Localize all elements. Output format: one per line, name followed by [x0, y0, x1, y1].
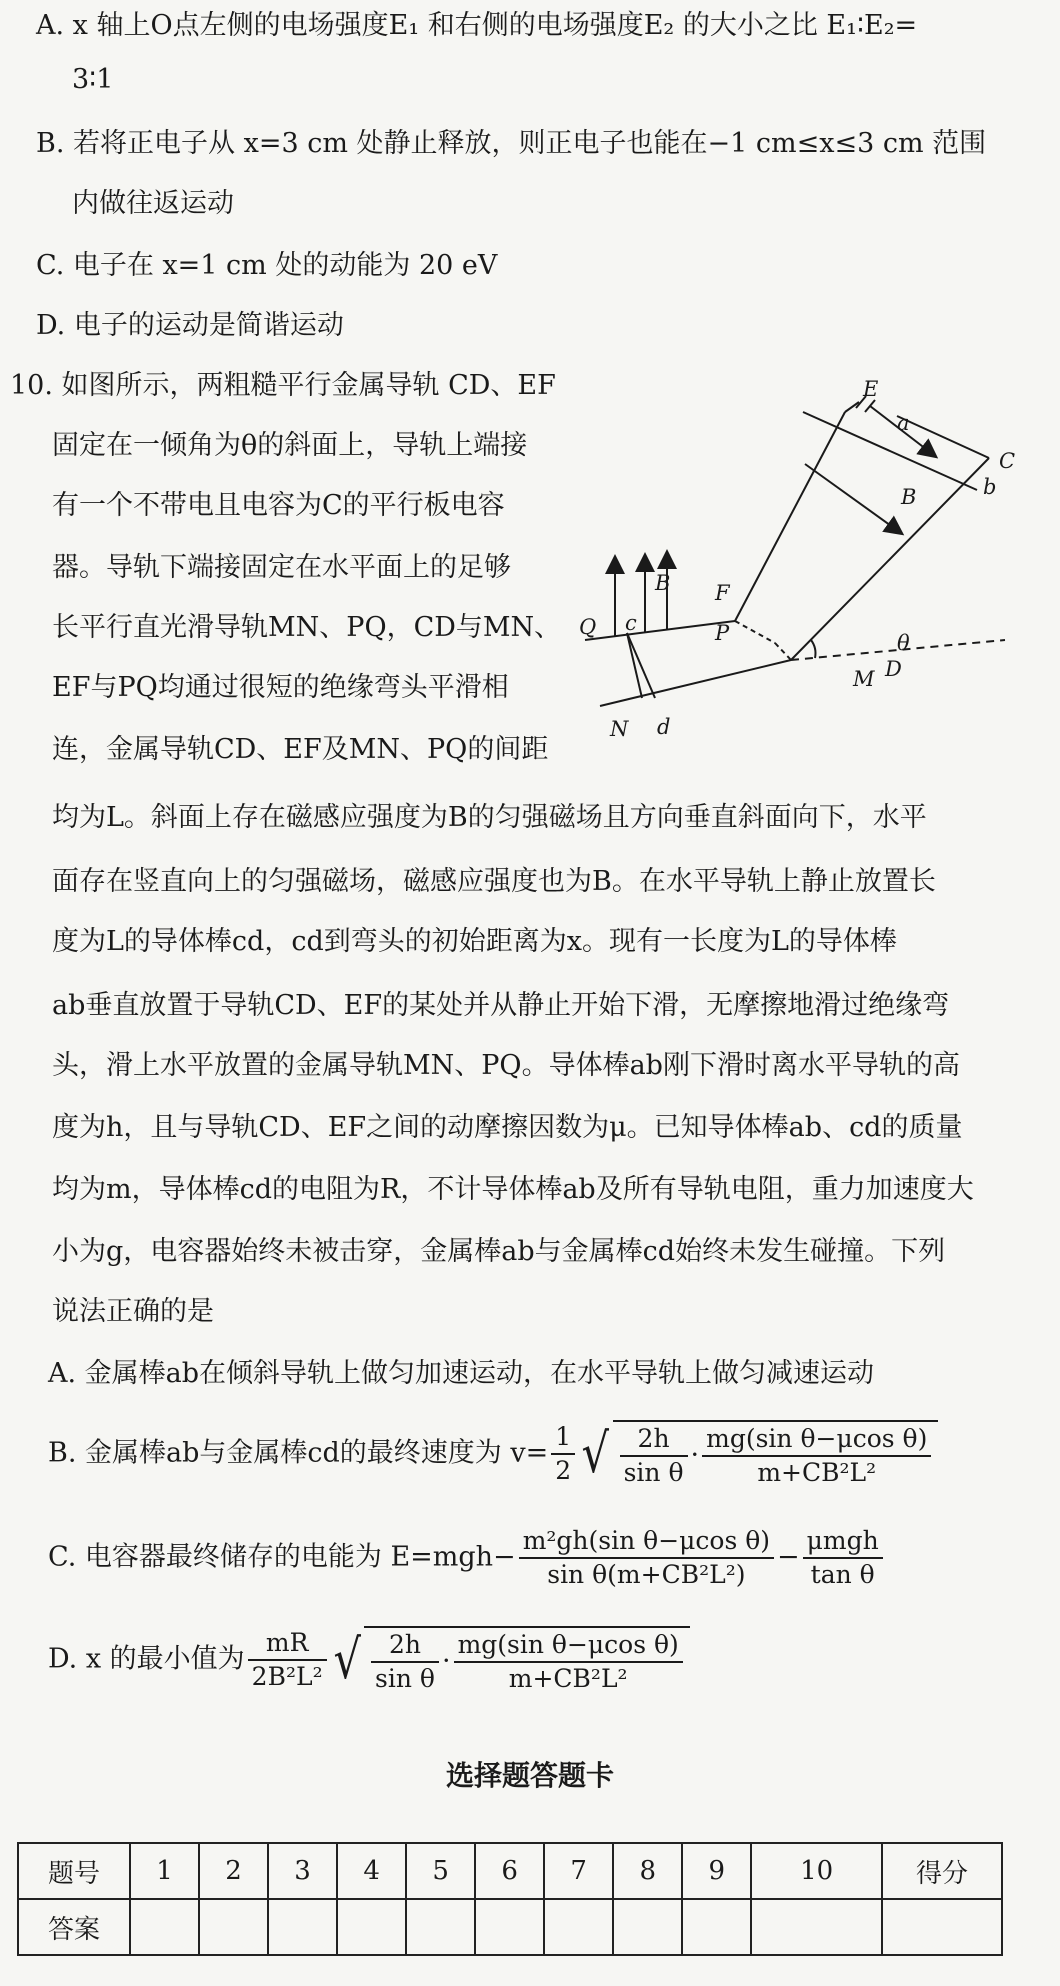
- q10-full-5: 头，滑上水平放置的金属导轨MN、PQ。导体棒ab刚下滑时离水平导轨的高: [52, 1050, 960, 1081]
- q10-full-1: 均为L。斜面上存在磁感应强度为B的匀强磁场且方向垂直斜面向下，水平: [52, 802, 927, 833]
- rail-mn: [600, 660, 791, 706]
- bar-ab: [803, 412, 977, 490]
- q10-full-9: 说法正确的是: [52, 1296, 214, 1327]
- option-c-frac2: $\frac{\text{μmgh}}{\text{tan θ}}$: [803, 1526, 883, 1590]
- number-9: 9: [682, 1843, 751, 1899]
- option-b-line1: B. 若将正电子从 x=3 cm 处静止释放，则正电子也能在−1 cm≤x≤3 cm 范围: [36, 128, 987, 159]
- q10-full-8: 小为g，电容器始终未被击穿，金属棒ab与金属棒cd始终未发生碰撞。下列: [52, 1236, 946, 1267]
- header-score: 得分: [882, 1843, 1002, 1899]
- answer-cell-3[interactable]: [268, 1899, 337, 1955]
- label-B-left: B: [655, 571, 671, 595]
- label-N: N: [610, 717, 629, 741]
- q10-option-c: C. 电容器最终储存的电能为 E=mgh− $\frac{\text{m²gh(sin θ−μcos θ)}}{\text{sin θ(m+CB²L²)}}$ − $\frac{\text{μmgh}}{\text{tan θ}}$: [48, 1526, 886, 1590]
- option-d: D. 电子的运动是简谐运动: [36, 310, 344, 341]
- q10-option-a: A. 金属棒ab在倾斜导轨上做匀加速运动，在水平导轨上做匀减速运动: [48, 1358, 875, 1389]
- label-theta: θ: [897, 631, 910, 655]
- answer-card-answer-row: [18, 1899, 1002, 1955]
- field-arrow-2: [805, 464, 901, 533]
- number-1: 1: [130, 1843, 199, 1899]
- option-a-line1: A. x 轴上O点左侧的电场强度E₁ 和右侧的电场强度E₂ 的大小之比 E₁∶E₂=: [36, 10, 918, 41]
- label-D: D: [885, 657, 902, 681]
- rail-cd: [791, 458, 989, 660]
- number-2: 2: [199, 1843, 268, 1899]
- number-6: 6: [475, 1843, 544, 1899]
- label-B-top: B: [901, 485, 917, 509]
- number-8: 8: [613, 1843, 682, 1899]
- option-b-prefix: B. 金属棒ab与金属棒cd的最终速度为 v=: [48, 1437, 549, 1469]
- header-answer: 答案: [18, 1899, 130, 1955]
- option-c-prefix: C. 电容器最终储存的电能为 E=mgh−: [48, 1541, 516, 1573]
- score-cell[interactable]: [882, 1899, 1002, 1955]
- answer-cell-4[interactable]: [337, 1899, 406, 1955]
- answer-cell-5[interactable]: [406, 1899, 475, 1955]
- rail-pq: [585, 621, 735, 640]
- label-c: c: [625, 611, 637, 635]
- answer-card-title: 选择题答题卡: [445, 1759, 614, 1792]
- number-5: 5: [406, 1843, 475, 1899]
- bar-cd-lower: [627, 633, 642, 698]
- label-b: b: [983, 475, 997, 499]
- number-7: 7: [544, 1843, 613, 1899]
- option-d-sqrt: √ $\frac{2h}{\text{sin θ}}$ · $\frac{\text{mg(sin θ−μcos θ)}}{\text{m+CB²L²}}$: [330, 1626, 690, 1694]
- answer-cell-8[interactable]: [613, 1899, 682, 1955]
- q10-full-3: 度为L的导体棒cd，cd到弯头的初始距离为x。现有一长度为L的导体棒: [52, 926, 897, 957]
- label-E: E: [863, 377, 879, 401]
- answer-cell-6[interactable]: [475, 1899, 544, 1955]
- bend-md: [775, 643, 791, 660]
- rail-ef: [735, 412, 845, 621]
- answer-cell-7[interactable]: [544, 1899, 613, 1955]
- answer-card-table: [17, 1842, 1003, 1956]
- theta-arc: [811, 640, 816, 658]
- label-d: d: [657, 715, 671, 739]
- label-C: C: [999, 449, 1016, 473]
- option-c-frac1: $\frac{\text{m²gh(sin θ−μcos θ)}}{\text{sin θ(m+CB²L²)}}$: [519, 1526, 774, 1590]
- q10-option-b: [48, 1420, 938, 1488]
- answer-cell-1[interactable]: [130, 1899, 199, 1955]
- option-c: C. 电子在 x=1 cm 处的动能为 20 eV: [36, 250, 498, 281]
- q10-full-2: 面存在竖直向上的匀强磁场，磁感应强度也为B。在水平导轨上静止放置长: [52, 866, 936, 897]
- q10-full-6: 度为h，且与导轨CD、EF之间的动摩擦因数为μ。已知导体棒ab、cd的质量: [52, 1112, 963, 1143]
- label-M: M: [853, 667, 875, 691]
- bend-fp: [735, 621, 775, 643]
- option-b-line2: 内做往返运动: [72, 188, 234, 219]
- rail-diagram: [579, 377, 1025, 741]
- q10-line-6: EF与PQ均通过很短的绝缘弯头平滑相: [52, 672, 509, 703]
- q10-full-4: ab垂直放置于导轨CD、EF的某处并从静止开始下滑，无摩擦地滑过绝缘弯: [52, 990, 950, 1021]
- answer-cell-2[interactable]: [199, 1899, 268, 1955]
- number-3: 3: [268, 1843, 337, 1899]
- q10-line-1: 10. 如图所示，两粗糙平行金属导轨 CD、EF: [10, 370, 556, 401]
- q10-option-d: [48, 1626, 690, 1694]
- number-4: 4: [337, 1843, 406, 1899]
- option-b-sqrt: √ $\frac{2h}{\text{sin θ}}$ · $\frac{\text{mg(sin θ−μcos θ)}}{\text{m+CB²L²}}$: [578, 1420, 938, 1488]
- bar-cd: [627, 633, 655, 698]
- label-P: P: [715, 621, 730, 645]
- label-a: a: [897, 411, 910, 435]
- answer-cell-9[interactable]: [682, 1899, 751, 1955]
- number-10: 10: [751, 1843, 882, 1899]
- answer-card-header-row: [18, 1843, 1002, 1899]
- option-d-frac0: $\frac{mR}{\text{2B²L²}}$: [248, 1628, 327, 1692]
- header-question-number: 题号: [18, 1843, 130, 1899]
- label-Q: Q: [579, 615, 597, 639]
- q10-full-7: 均为m，导体棒cd的电阻为R，不计导体棒ab及所有导轨电阻，重力加速度大: [52, 1174, 974, 1205]
- q10-line-7: 连，金属导轨CD、EF及MN、PQ的间距: [52, 734, 549, 765]
- option-a-line2: 3∶1: [72, 64, 114, 95]
- option-b-half: $\frac{1}{2}$: [551, 1422, 575, 1486]
- q10-line-2: 固定在一倾角为θ的斜面上，导轨上端接: [52, 430, 528, 461]
- answer-cell-10[interactable]: [751, 1899, 882, 1955]
- q10-line-4: 器。导轨下端接固定在水平面上的足够: [52, 552, 511, 583]
- label-F: F: [715, 581, 730, 605]
- q10-line-3: 有一个不带电且电容为C的平行板电容: [52, 490, 505, 521]
- q10-line-5: 长平行直光滑导轨MN、PQ，CD与MN、: [52, 612, 562, 643]
- option-d-prefix: D. x 的最小值为: [48, 1643, 245, 1675]
